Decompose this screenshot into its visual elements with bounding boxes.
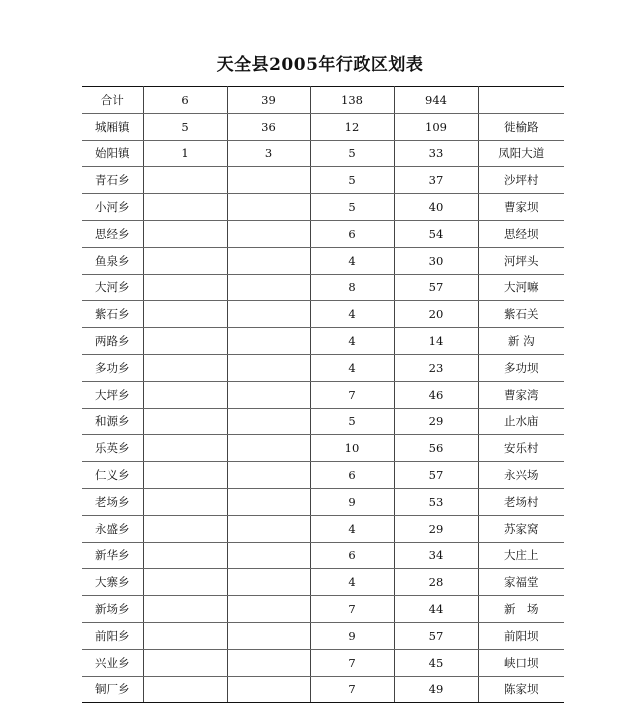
count-cell-3: 6 bbox=[310, 542, 394, 569]
count-cell-4: 23 bbox=[394, 354, 478, 381]
count-cell-2 bbox=[227, 596, 310, 623]
count-cell-4: 57 bbox=[394, 274, 478, 301]
total-row bbox=[82, 87, 564, 114]
unit-name-cell: 前阳乡 bbox=[82, 622, 143, 649]
table-row bbox=[82, 381, 564, 408]
count-cell-1 bbox=[143, 488, 227, 515]
seat-cell: 前阳坝 bbox=[478, 622, 564, 649]
count-cell-4: 53 bbox=[394, 488, 478, 515]
table-row bbox=[82, 488, 564, 515]
unit-name-cell: 新场乡 bbox=[82, 596, 143, 623]
count-cell-2 bbox=[227, 194, 310, 221]
unit-name-cell: 多功乡 bbox=[82, 354, 143, 381]
count-cell-3: 138 bbox=[310, 87, 394, 114]
table-row bbox=[82, 167, 564, 194]
count-cell-3: 5 bbox=[310, 167, 394, 194]
table-row bbox=[82, 328, 564, 355]
seat-cell: 老场村 bbox=[478, 488, 564, 515]
count-cell-4: 29 bbox=[394, 515, 478, 542]
table-row bbox=[82, 462, 564, 489]
table-row bbox=[82, 622, 564, 649]
count-cell-4: 34 bbox=[394, 542, 478, 569]
table-row bbox=[82, 301, 564, 328]
count-cell-3: 10 bbox=[310, 435, 394, 462]
count-cell-1 bbox=[143, 247, 227, 274]
count-cell-2 bbox=[227, 435, 310, 462]
seat-cell: 河坪头 bbox=[478, 247, 564, 274]
count-cell-2 bbox=[227, 301, 310, 328]
unit-name-cell: 城厢镇 bbox=[82, 113, 143, 140]
unit-name-cell: 思经乡 bbox=[82, 220, 143, 247]
count-cell-2 bbox=[227, 354, 310, 381]
count-cell-3: 12 bbox=[310, 113, 394, 140]
count-cell-4: 29 bbox=[394, 408, 478, 435]
seat-cell: 永兴场 bbox=[478, 462, 564, 489]
count-cell-2 bbox=[227, 569, 310, 596]
unit-name-cell: 新华乡 bbox=[82, 542, 143, 569]
seat-cell: 紫石关 bbox=[478, 301, 564, 328]
seat-cell: 止水庙 bbox=[478, 408, 564, 435]
count-cell-1 bbox=[143, 274, 227, 301]
count-cell-4: 28 bbox=[394, 569, 478, 596]
unit-name-cell: 乐英乡 bbox=[82, 435, 143, 462]
count-cell-1 bbox=[143, 301, 227, 328]
count-cell-2: 36 bbox=[227, 113, 310, 140]
unit-name-cell: 两路乡 bbox=[82, 328, 143, 355]
table-row bbox=[82, 220, 564, 247]
table-row bbox=[82, 435, 564, 462]
count-cell-1 bbox=[143, 515, 227, 542]
count-cell-3: 7 bbox=[310, 676, 394, 703]
count-cell-1 bbox=[143, 622, 227, 649]
count-cell-4: 45 bbox=[394, 649, 478, 676]
count-cell-1 bbox=[143, 194, 227, 221]
count-cell-1 bbox=[143, 569, 227, 596]
unit-name-cell: 青石乡 bbox=[82, 167, 143, 194]
count-cell-1 bbox=[143, 220, 227, 247]
count-cell-3: 5 bbox=[310, 194, 394, 221]
count-cell-1 bbox=[143, 676, 227, 703]
count-cell-3: 4 bbox=[310, 328, 394, 355]
count-cell-1: 5 bbox=[143, 113, 227, 140]
unit-name-cell: 老场乡 bbox=[82, 488, 143, 515]
count-cell-2 bbox=[227, 381, 310, 408]
unit-name-cell: 永盛乡 bbox=[82, 515, 143, 542]
count-cell-3: 7 bbox=[310, 649, 394, 676]
unit-name-cell: 大寨乡 bbox=[82, 569, 143, 596]
count-cell-2 bbox=[227, 220, 310, 247]
seat-cell: 思经坝 bbox=[478, 220, 564, 247]
seat-cell: 陈家坝 bbox=[478, 676, 564, 703]
count-cell-2: 39 bbox=[227, 87, 310, 114]
seat-cell: 大河嘛 bbox=[478, 274, 564, 301]
table-row bbox=[82, 194, 564, 221]
unit-name-cell: 紫石乡 bbox=[82, 301, 143, 328]
table-row bbox=[82, 247, 564, 274]
table-body bbox=[82, 87, 564, 703]
count-cell-3: 4 bbox=[310, 247, 394, 274]
unit-name-cell: 大坪乡 bbox=[82, 381, 143, 408]
table-row bbox=[82, 676, 564, 703]
count-cell-3: 4 bbox=[310, 301, 394, 328]
count-cell-4: 109 bbox=[394, 113, 478, 140]
table-row bbox=[82, 354, 564, 381]
table-row bbox=[82, 408, 564, 435]
unit-name-cell: 仁义乡 bbox=[82, 462, 143, 489]
unit-name-cell: 合计 bbox=[82, 87, 143, 114]
count-cell-3: 6 bbox=[310, 220, 394, 247]
unit-name-cell: 小河乡 bbox=[82, 194, 143, 221]
count-cell-2 bbox=[227, 462, 310, 489]
count-cell-3: 9 bbox=[310, 488, 394, 515]
count-cell-3: 8 bbox=[310, 274, 394, 301]
count-cell-4: 33 bbox=[394, 140, 478, 167]
table-row bbox=[82, 515, 564, 542]
count-cell-3: 4 bbox=[310, 569, 394, 596]
seat-cell: 多功坝 bbox=[478, 354, 564, 381]
count-cell-4: 49 bbox=[394, 676, 478, 703]
unit-name-cell: 大河乡 bbox=[82, 274, 143, 301]
count-cell-2 bbox=[227, 408, 310, 435]
count-cell-1 bbox=[143, 408, 227, 435]
count-cell-1 bbox=[143, 649, 227, 676]
count-cell-1 bbox=[143, 462, 227, 489]
count-cell-3: 9 bbox=[310, 622, 394, 649]
count-cell-3: 7 bbox=[310, 381, 394, 408]
seat-cell: 大庄上 bbox=[478, 542, 564, 569]
table-row bbox=[82, 542, 564, 569]
count-cell-1 bbox=[143, 354, 227, 381]
count-cell-1 bbox=[143, 542, 227, 569]
table-row bbox=[82, 140, 564, 167]
count-cell-4: 30 bbox=[394, 247, 478, 274]
seat-cell: 沙坪村 bbox=[478, 167, 564, 194]
count-cell-3: 4 bbox=[310, 354, 394, 381]
count-cell-2: 3 bbox=[227, 140, 310, 167]
count-cell-1 bbox=[143, 381, 227, 408]
seat-cell: 凤阳大道 bbox=[478, 140, 564, 167]
seat-cell: 峡口坝 bbox=[478, 649, 564, 676]
count-cell-4: 14 bbox=[394, 328, 478, 355]
count-cell-3: 4 bbox=[310, 515, 394, 542]
division-table bbox=[82, 86, 564, 703]
count-cell-3: 7 bbox=[310, 596, 394, 623]
count-cell-4: 56 bbox=[394, 435, 478, 462]
count-cell-2 bbox=[227, 622, 310, 649]
unit-name-cell: 和源乡 bbox=[82, 408, 143, 435]
count-cell-1 bbox=[143, 596, 227, 623]
count-cell-4: 20 bbox=[394, 301, 478, 328]
count-cell-1 bbox=[143, 167, 227, 194]
count-cell-2 bbox=[227, 649, 310, 676]
unit-name-cell: 铜厂乡 bbox=[82, 676, 143, 703]
seat-cell: 安乐村 bbox=[478, 435, 564, 462]
count-cell-1: 1 bbox=[143, 140, 227, 167]
seat-cell bbox=[478, 87, 564, 114]
count-cell-2 bbox=[227, 676, 310, 703]
count-cell-1 bbox=[143, 328, 227, 355]
count-cell-1: 6 bbox=[143, 87, 227, 114]
count-cell-3: 5 bbox=[310, 408, 394, 435]
count-cell-2 bbox=[227, 488, 310, 515]
seat-cell: 徙榆路 bbox=[478, 113, 564, 140]
count-cell-4: 46 bbox=[394, 381, 478, 408]
seat-cell: 新 场 bbox=[478, 596, 564, 623]
count-cell-2 bbox=[227, 542, 310, 569]
count-cell-4: 44 bbox=[394, 596, 478, 623]
table-row bbox=[82, 649, 564, 676]
seat-cell: 新 沟 bbox=[478, 328, 564, 355]
count-cell-3: 5 bbox=[310, 140, 394, 167]
seat-cell: 家福堂 bbox=[478, 569, 564, 596]
count-cell-2 bbox=[227, 247, 310, 274]
count-cell-4: 54 bbox=[394, 220, 478, 247]
seat-cell: 曹家湾 bbox=[478, 381, 564, 408]
table-row bbox=[82, 274, 564, 301]
count-cell-2 bbox=[227, 328, 310, 355]
count-cell-4: 57 bbox=[394, 622, 478, 649]
seat-cell: 曹家坝 bbox=[478, 194, 564, 221]
count-cell-3: 6 bbox=[310, 462, 394, 489]
count-cell-4: 40 bbox=[394, 194, 478, 221]
table-row bbox=[82, 569, 564, 596]
unit-name-cell: 鱼泉乡 bbox=[82, 247, 143, 274]
count-cell-4: 37 bbox=[394, 167, 478, 194]
count-cell-2 bbox=[227, 167, 310, 194]
count-cell-2 bbox=[227, 515, 310, 542]
table-row bbox=[82, 596, 564, 623]
page-title: 天全县2005年行政区划表 bbox=[216, 55, 424, 75]
count-cell-4: 57 bbox=[394, 462, 478, 489]
count-cell-2 bbox=[227, 274, 310, 301]
unit-name-cell: 始阳镇 bbox=[82, 140, 143, 167]
seat-cell: 苏家窝 bbox=[478, 515, 564, 542]
count-cell-4: 944 bbox=[394, 87, 478, 114]
table-row bbox=[82, 113, 564, 140]
unit-name-cell: 兴业乡 bbox=[82, 649, 143, 676]
count-cell-1 bbox=[143, 435, 227, 462]
